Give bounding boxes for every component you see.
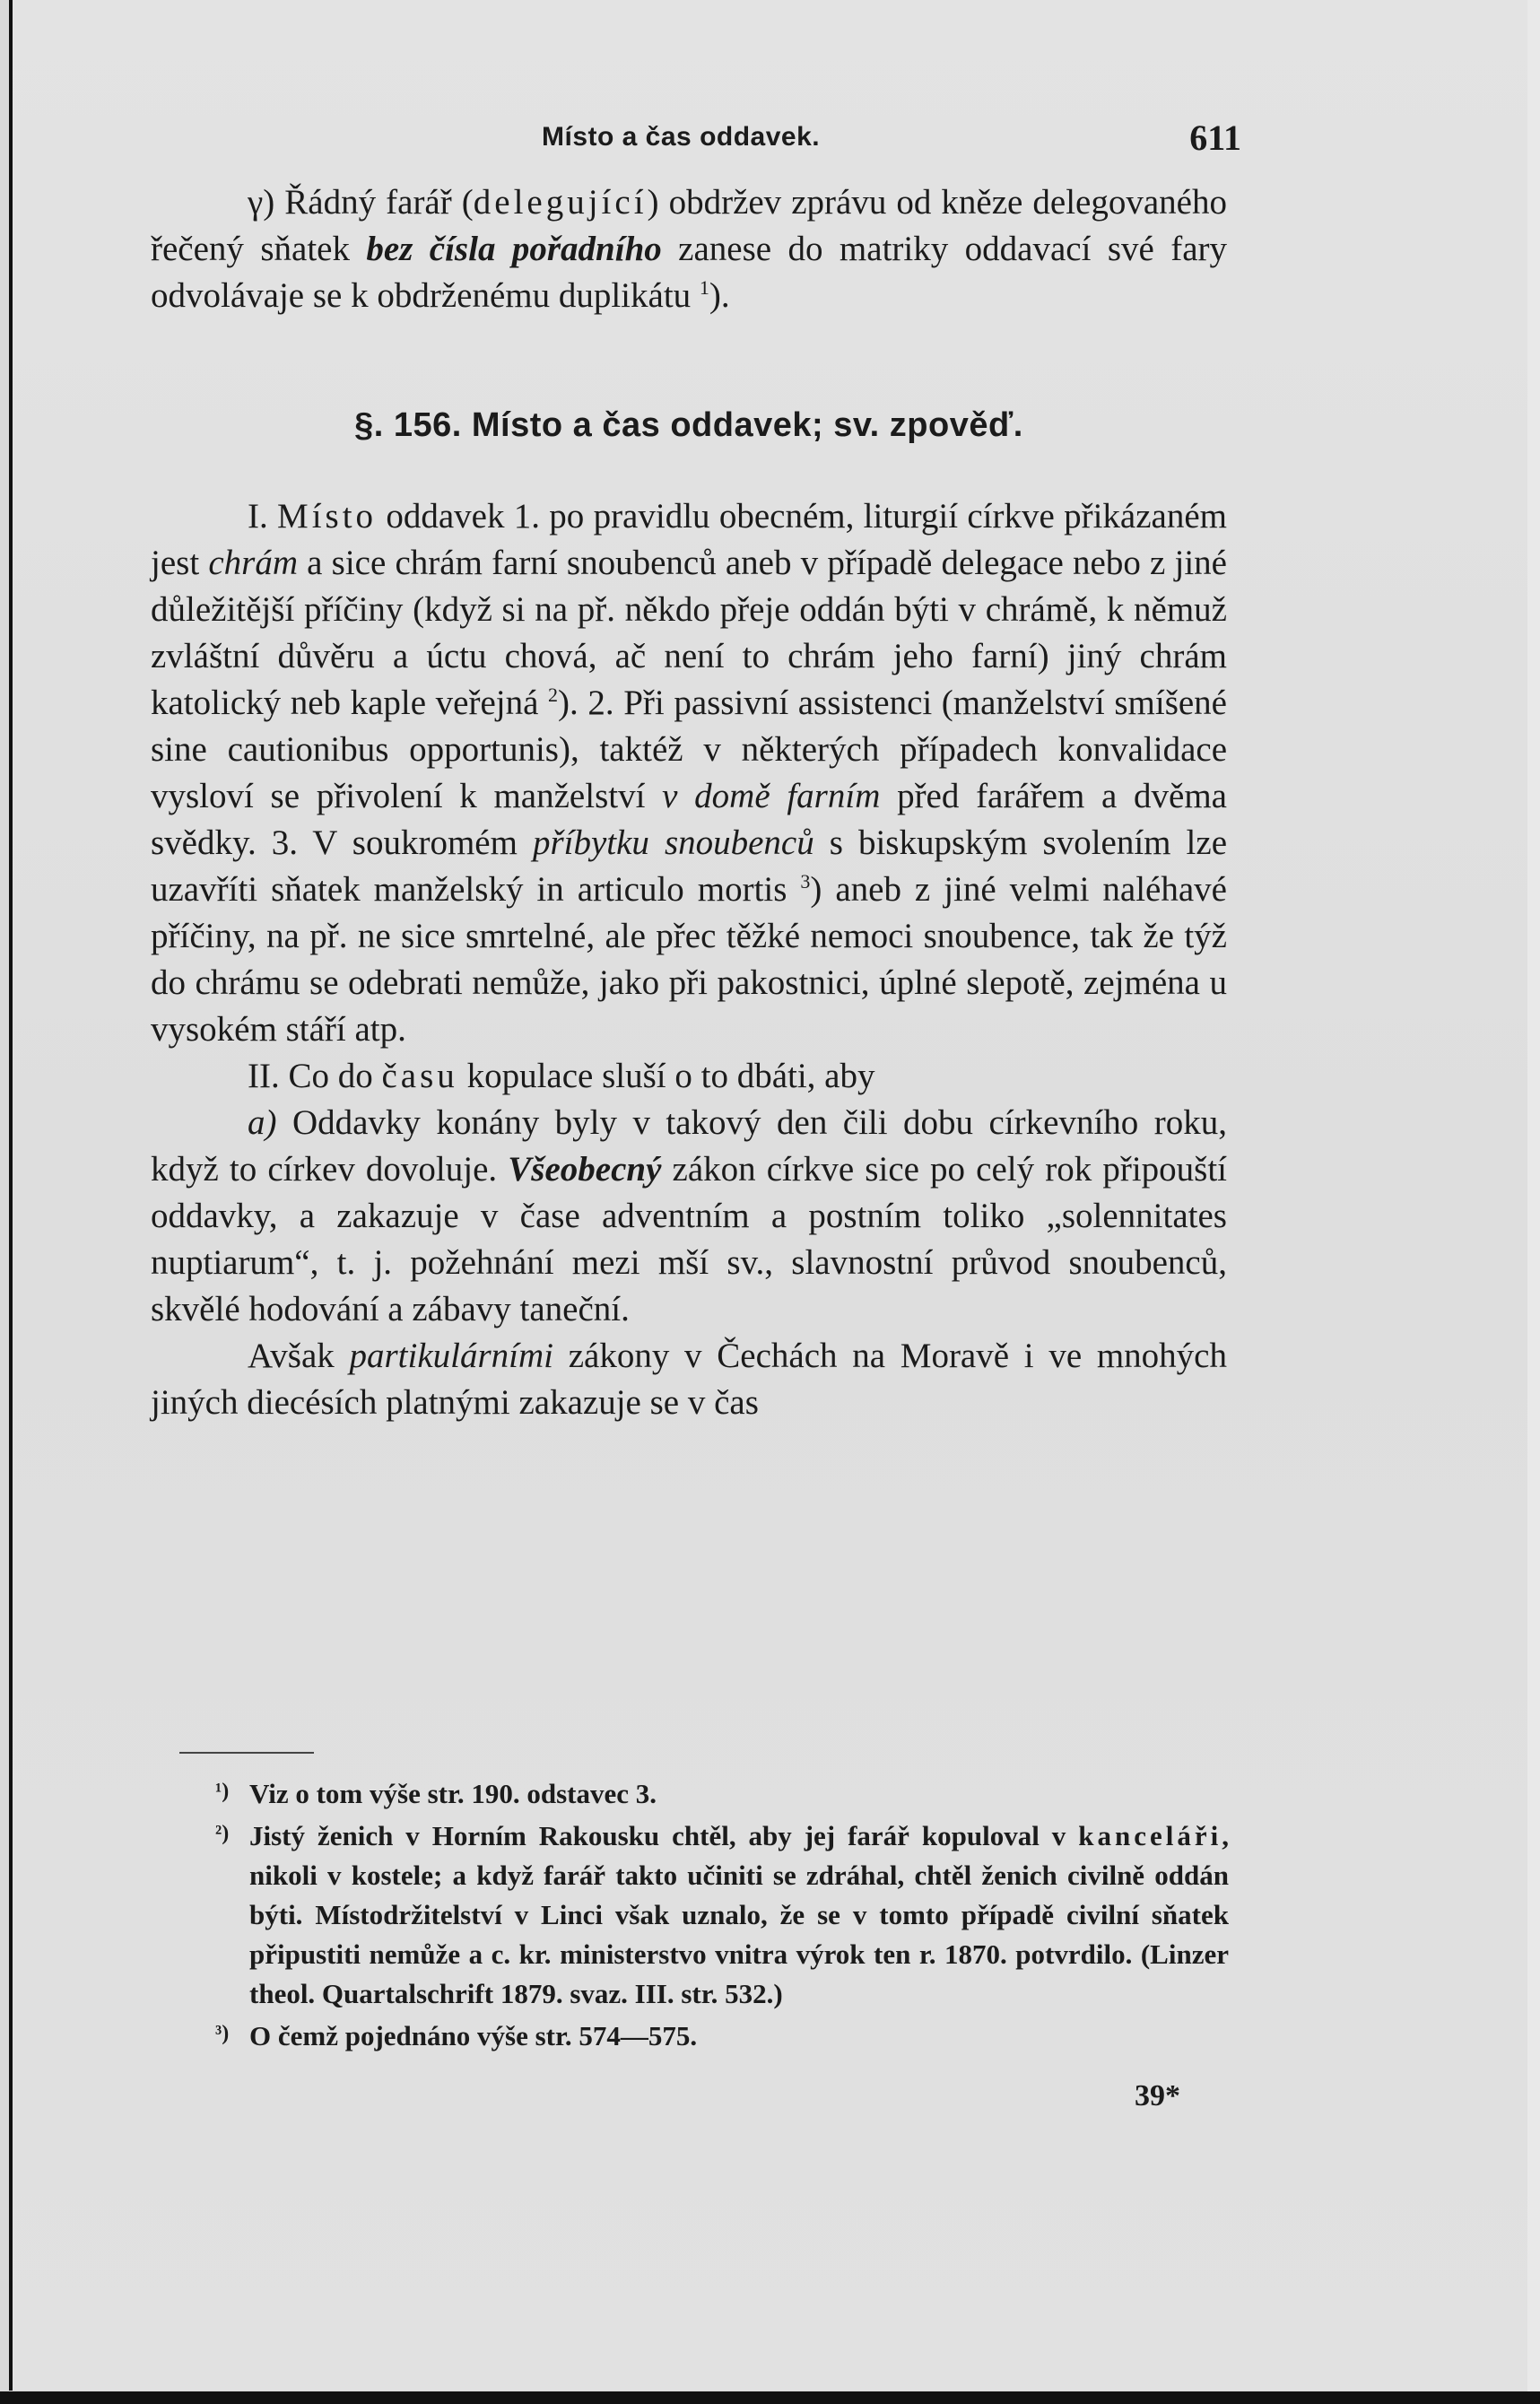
text-run: Avšak xyxy=(248,1337,350,1375)
text-run: před farářem a dvěma svědky. 3. V soukromém xyxy=(151,777,1227,862)
italic-phrase: bez čísla pořadního xyxy=(366,230,662,268)
footnote-ref: 1 xyxy=(699,276,709,299)
signature-mark: 39* xyxy=(1135,2079,1180,2112)
footnote-ref: 2 xyxy=(548,684,559,706)
text-run: a sice chrám farní snoubenců aneb v případě delegace nebo z jiné důležitější příčiny (když si na př. někdo přeje oddán býti v chrámě, k němuž zvláštní důvěru a úctu chová, ač není to chrám jeho farní) jiný chrám katolický neb kaple veřejná xyxy=(151,544,1227,722)
paragraph-I xyxy=(151,493,1227,1053)
paragraph-II xyxy=(151,1053,1227,1100)
text-run: I. xyxy=(248,497,278,536)
gamma-lead: γ) xyxy=(248,183,275,222)
text-run: ) obdržev zprávu od kněze delegovaného řečený sňatek xyxy=(151,183,1227,268)
text-run: ). 2. Při passivní assistenci (manželství smíšené sine cautionibus opportunis), taktéž v některých případech konvalidace vysloví se přivolení k manželství xyxy=(151,684,1227,815)
text-run: ). xyxy=(709,276,730,315)
italic-phrase: příbytku snoubenců xyxy=(532,823,814,862)
paragraph-avsak xyxy=(151,1333,1227,1426)
footnotes xyxy=(215,1772,1229,2056)
italic-phrase: Všeobecný xyxy=(508,1150,662,1189)
spaced-word: Místo xyxy=(277,497,378,536)
text-run: Řádný farář ( xyxy=(284,183,474,222)
spaced-word: času xyxy=(381,1057,458,1095)
spaced-word: kanceláři xyxy=(1078,1820,1222,1851)
text-run: zanese do matriky oddavací své fary odvolávaje se k obdrženému duplikátu xyxy=(151,230,1227,315)
paragraph-a xyxy=(151,1100,1227,1333)
spaced-word: delegující xyxy=(473,183,648,222)
footnote-mark: ¹) xyxy=(215,1780,230,1803)
footnote-mark: ³) xyxy=(215,2022,230,2045)
footnote-2 xyxy=(215,1814,1229,2014)
text-run: s biskupským svolením lze uzavříti sňatek manželský in articulo mortis xyxy=(151,823,1227,909)
text-run: ) aneb z jiné velmi naléhavé příčiny, na př. ne sice smrtelné, ale přec těžké nemoci snoubence, tak že týž do chrámu se odebrati nemůže, jako při pakostnici, úplné slepotě, zejména u vysokém stáří atp. xyxy=(151,870,1227,1049)
footnote-separator xyxy=(179,1752,314,1754)
footnote-text: Viz o tom výše str. 190. odstavec 3. xyxy=(249,1778,657,1809)
footnote-mark: ²) xyxy=(215,1822,230,1845)
running-title: Místo a čas oddavek. xyxy=(542,122,821,152)
running-header xyxy=(165,117,1241,161)
text-run: zákony v Čechách na Moravě i ve mnohých jiných diecésích platnými zakazuje se v čas xyxy=(151,1337,1227,1422)
italic-phrase: partikulárními xyxy=(349,1337,553,1375)
paragraph-gamma xyxy=(151,179,1227,319)
text-run: Oddavky konány byly v takový den čili dobu církevního roku, když to církev dovoluje. xyxy=(151,1103,1227,1189)
page-edge-bottom xyxy=(0,2391,1540,2404)
footnote-3 xyxy=(215,2014,1229,2056)
text-run: oddavek 1. po pravidlu obecném, liturgií církve přikázaném jest xyxy=(151,497,1227,582)
italic-phrase: chrám xyxy=(208,544,298,582)
page-number: 611 xyxy=(1189,118,1241,158)
footnote-text: , nikoli v kostele; a když farář takto učiniti se zdráhal, chtěl ženich civilně oddán býti. Místodržitelství v Linci však uznalo, že se v tomto případě civilní sňatek připustiti nemůže a c. kr. ministerstvo vnitra výrok ten r. 1870. potvrdilo. (Linzer theol. Quartalschrift 1879. svaz. III. str. 532.) xyxy=(249,1820,1229,2009)
text-run: kopulace sluší o to dbáti, aby xyxy=(457,1057,875,1095)
footnote-text: Jistý ženich v Horním Rakousku chtěl, aby jej farář kopuloval v xyxy=(249,1820,1079,1851)
main-text xyxy=(151,179,1227,1426)
item-lead: a) xyxy=(248,1103,277,1142)
section-title: §. 156. Místo a čas oddavek; sv. zpověď. xyxy=(354,406,1023,444)
footnote-text: O čemž pojednáno výše str. 574—575. xyxy=(249,2020,698,2051)
text-run: II. Co do xyxy=(248,1057,382,1095)
text-run: zákon církve sice po celý rok připouští oddavky, a zakazuje v čase adventním a postním toliko „solennitates nuptiarum“, t. j. požehnání mezi mší sv., slavnostní průvod snoubenců, skvělé hodování a zábavy taneční. xyxy=(151,1150,1228,1328)
footnote-ref: 3 xyxy=(800,870,811,893)
page-edge-right xyxy=(1527,0,1540,2404)
footnote-1 xyxy=(215,1772,1229,1814)
italic-phrase: v domě farním xyxy=(662,777,881,815)
